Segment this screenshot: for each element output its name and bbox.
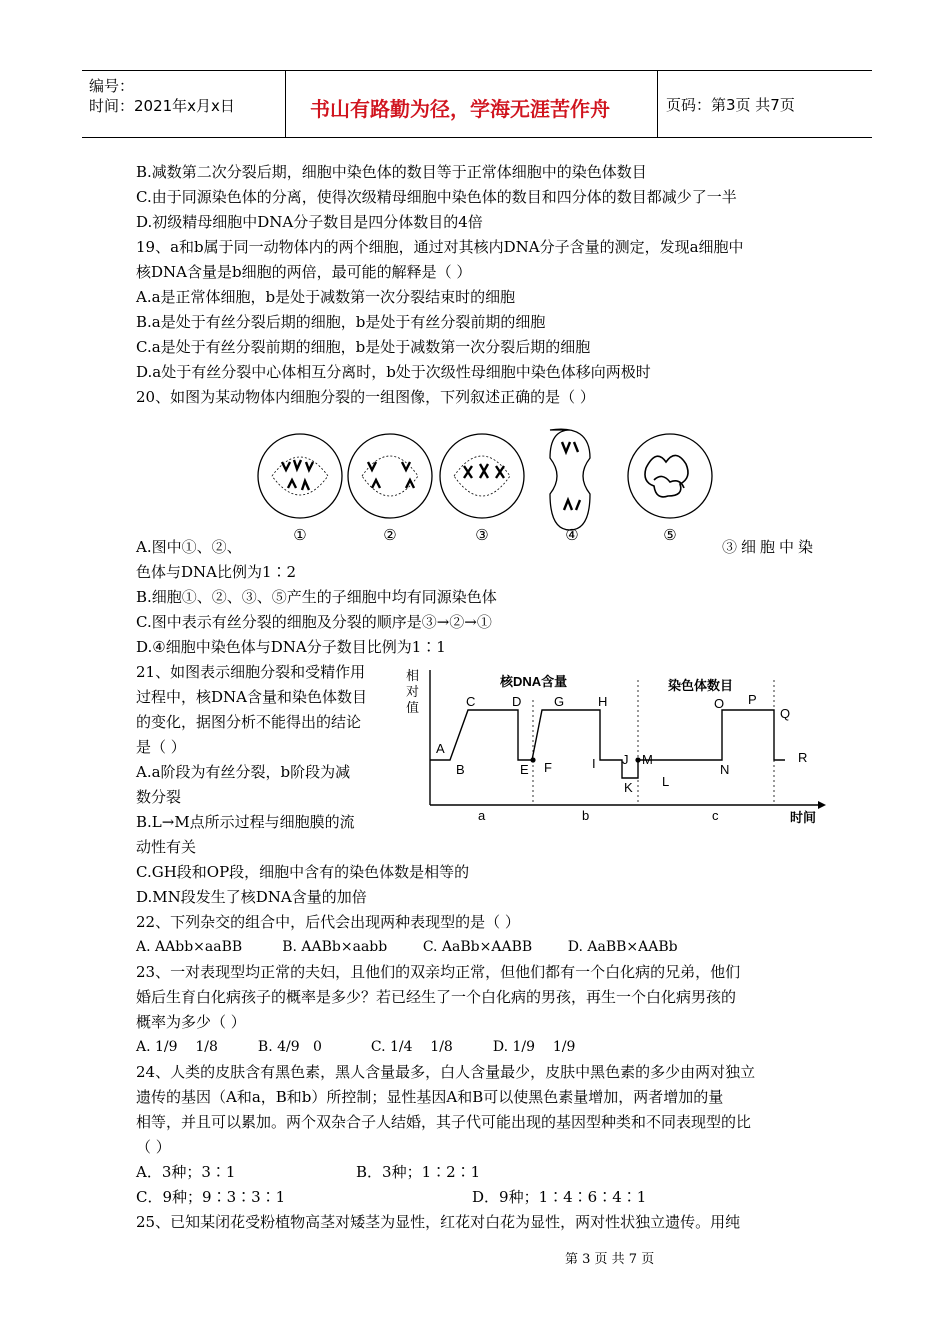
page-header [82,70,872,138]
option-a-cont: ③细胞中染 [722,538,818,556]
option-d: D．9种；1∶4∶6∶4∶1 [472,1188,647,1206]
text-line: 动性有关 [136,838,197,856]
point-label: D [512,694,522,709]
number-label: 编号： [89,77,135,95]
point-label: M [642,752,653,767]
text-line: 相等，并且可以累加。两个双杂合子人结婚，其子代可能出现的基因型种类和不同表现型的比 [136,1113,752,1131]
text-line: C.由于同源染色体的分离，使得次级精母细胞中染色体的数目和四分体的数目都减少了一半 [136,188,737,206]
option-c: C.GH段和OP段，细胞中含有的染色体数是相等的 [136,863,470,881]
option-b: B.L→M点所示过程与细胞膜的流 [136,813,355,831]
y-label-2: 对 [406,684,420,699]
page-footer: 第 3 页 共 7 页 [565,1252,655,1267]
question-20: 20、如图为某动物体内细胞分裂的一组图像，下列叙述正确的是（ ） [136,388,595,406]
title-chromosome: 染色体数目 [668,678,734,693]
text-line: 色体与DNA比例为1∶2 [136,563,297,581]
point-label: R [798,750,808,765]
option-a: A.a阶段为有丝分裂，b阶段为减 [136,763,351,781]
text-line: （ ） [136,1138,171,1156]
point-label: O [714,696,725,711]
option-a: A.a是正常体细胞，b是处于减数第一次分裂结束时的细胞 [136,288,516,306]
text-line: 的变化，据图分析不能得出的结论 [136,713,362,731]
title-dna: 核DNA含量 [500,674,568,689]
question-19: 19、a和b属于同一动物体内的两个细胞，通过对其核内DNA分子含量的测定，发现a细胞中 [136,238,744,256]
question-22: 22、下列杂交的组合中，后代会出现两种表现型的是（ ） [136,913,520,931]
header-page [658,71,872,137]
header-motto [286,71,658,137]
point-label: E [520,762,529,777]
cell-label-3: ③ [475,526,489,544]
text-line: B.减数第二次分裂后期，细胞中染色体的数目等于正常体细胞中的染色体数目 [136,163,647,181]
point-label: A [436,741,445,756]
date-label: 时间：2021年x月x日 [89,97,235,115]
stage-label: a [478,808,486,823]
point-label: B [456,762,465,777]
cell-label-4: ④ [565,526,579,544]
option-a: A．3种；3∶1 [136,1163,236,1181]
question-21: 21、如图表示细胞分裂和受精作用 [136,663,366,681]
cell-label-2: ② [383,526,397,544]
question-22-options: A. AAbb×aaBB B. AABb×aabb C. AaBb×AABB D. AaBB×AABb [136,939,678,955]
text-line: 过程中，核DNA含量和染色体数目 [136,688,367,706]
text-line: 遗传的基因（A和a，B和b）所控制；显性基因A和B可以使黑色素量增加，两者增加的量 [136,1088,724,1106]
x-axis-label: 时间 [790,810,817,825]
option-b: B.a是处于有丝分裂后期的细胞，b是处于有丝分裂前期的细胞 [136,313,546,331]
option-d: D.a处于有丝分裂中心体相互分离时，b处于次级性母细胞中染色体移向两极时 [136,363,651,381]
text-line: 核DNA含量是b细胞的两倍，最可能的解释是（ ） [136,263,472,281]
point-label: C [466,694,476,709]
point-label: P [748,692,757,707]
point-label: G [554,694,565,709]
y-label-3: 值 [406,700,420,715]
cell-label-1: ① [293,526,307,544]
y-label-1: 相 [406,668,420,683]
point-label: J [622,752,629,767]
option-c: C.图中表示有丝分裂的细胞及分裂的顺序是③→②→① [136,613,492,631]
cell-division-figure [250,418,730,546]
option-d: D.④细胞中染色体与DNA分子数目比例为1∶1 [136,638,446,656]
point-label: Q [780,706,791,721]
page-label: 页码：第3页 共7页 [666,96,795,114]
question-24: 24、人类的皮肤含有黑色素，黑人含量最多，白人含量最少，皮肤中黑色素的多少由两对独立 [136,1063,756,1081]
text-line: D.初级精母细胞中DNA分子数目是四分体数目的4倍 [136,213,483,231]
header-meta [82,71,286,137]
text-line: 是（ ） [136,738,186,756]
cell-label-5: ⑤ [663,526,677,544]
point-label: N [720,762,730,777]
option-a: A.图中①、②、 [136,538,242,556]
dna-chromosome-graph [400,660,830,830]
text-line: 数分裂 [136,788,182,806]
text-line: 概率为多少（ ） [136,1013,246,1031]
option-c: C．9种；9∶3∶3∶1 [136,1188,286,1206]
option-b: B.细胞①、②、③、⑤产生的子细胞中均有同源染色体 [136,588,497,606]
option-b: B．3种；1∶2∶1 [356,1163,481,1181]
point-label: I [592,756,596,771]
question-23-options: A. 1/9 1/8 B. 4/9 0 C. 1/4 1/8 D. 1/9 1/9 [136,1039,576,1055]
text-line: 婚后生育白化病孩子的概率是多少？若已经生了一个白化病的男孩，再生一个白化病男孩的 [136,988,737,1006]
stage-label: b [582,808,590,823]
point-label: K [624,780,633,795]
point-label: L [662,774,670,789]
stage-label: c [712,808,719,823]
motto-text: 书山有路勤为径，学海无涯苦作舟 [310,97,610,121]
option-d: D.MN段发生了核DNA含量的加倍 [136,888,367,906]
question-25: 25、已知某闭花受粉植物高茎对矮茎为显性，红花对白花为显性，两对性状独立遗传。用纯 [136,1213,741,1231]
point-label: F [544,760,552,775]
point-label: H [598,694,608,709]
question-23: 23、一对表现型均正常的夫妇，且他们的双亲均正常，但他们都有一个白化病的兄弟，他们 [136,963,741,981]
option-c: C.a是处于有丝分裂前期的细胞，b是处于减数第一次分裂后期的细胞 [136,338,591,356]
